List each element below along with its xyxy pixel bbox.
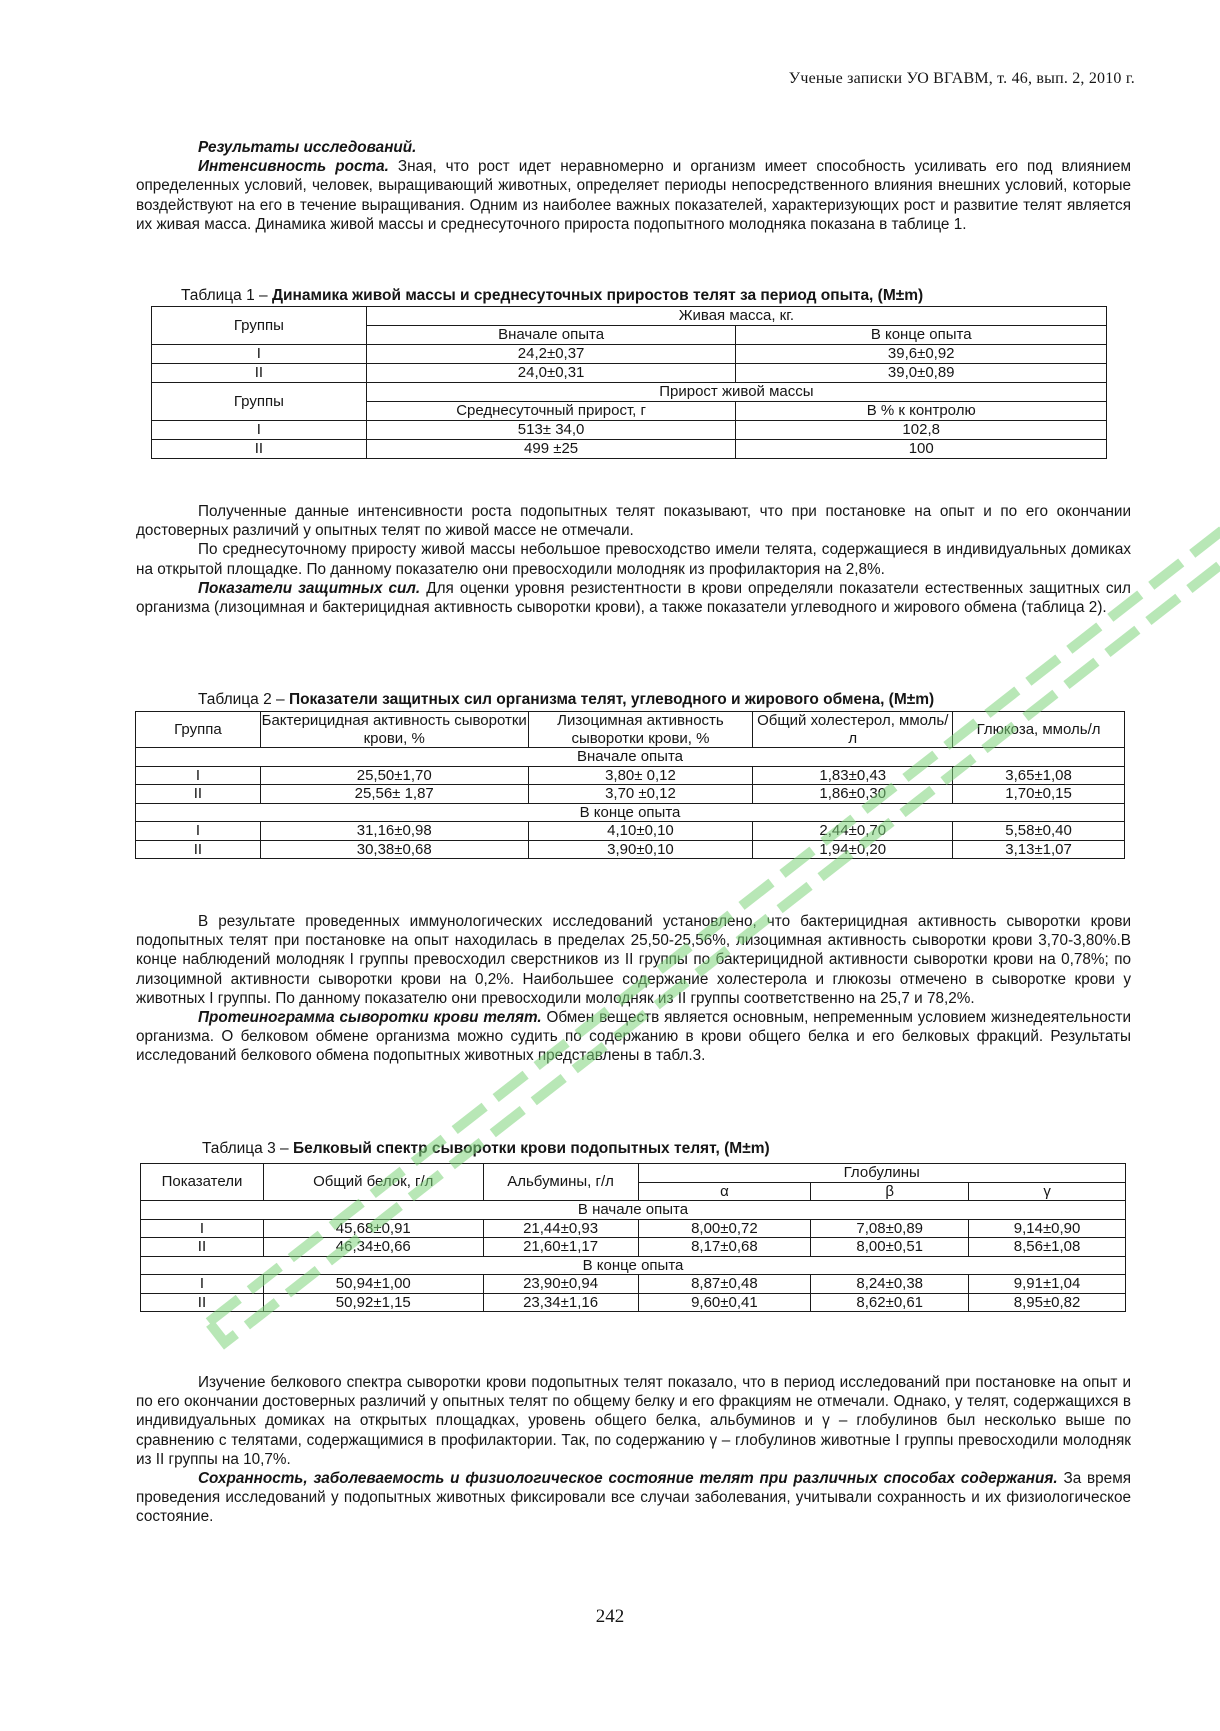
paragraph: По среднесуточному приросту живой массы небольшое превосходство имели телята, содержащиеся в индивидуальных домиках на открытой площадке. По данному показателю они превосходили молодняк из профилактория на 2,8%. bbox=[136, 541, 1131, 578]
table1-caption: Таблица 1 – Динамика живой массы и среднесуточных приростов телят за период опыта, (M±m) bbox=[181, 287, 924, 304]
growth-discussion bbox=[136, 502, 1131, 617]
table2-header-bactericidal: Бактерицидная активность сыворотки крови, % bbox=[261, 712, 527, 747]
immunology-discussion bbox=[136, 912, 1131, 1066]
results-section bbox=[136, 138, 1131, 234]
table2-header-group: Группа bbox=[136, 712, 261, 748]
table1-col-start: Вначале опыта bbox=[366, 326, 736, 345]
growth-text: Зная, что рост идет неравномерно и организм имеет способность усиливать его под влиянием определенных условий, человек, выращивающий животных, определяет периоды непосредственного влияния внешних условий, которые воздействуют на его в течение выращивания. Одним из наиболее важных показателей, характеризующих рост и развитие телят является их живая масса. Динамика живой массы и среднесуточного прироста подопытного молодняка показана в таблице 1. bbox=[136, 158, 1131, 233]
table3-header-total: Общий белок, г/л bbox=[263, 1164, 483, 1201]
table2-header-cholesterol: Общий холестерол, ммоль/л bbox=[753, 712, 953, 748]
table1-col-pct: В % к контролю bbox=[736, 402, 1107, 421]
table2-section-start: Вначале опыта bbox=[136, 748, 1125, 767]
table2 bbox=[135, 711, 1125, 859]
table-row: II 24,0±0,31 39,0±0,89 bbox=[152, 364, 1107, 383]
table-row: II 25,56± 1,87 3,70 ±0,12 1,86±0,30 1,70±0,15 bbox=[136, 785, 1125, 804]
paragraph: Показатели защитных сил. Для оценки уровня резистентности в крови определяли показатели естественных защитных сил организма (лизоцимная и бактерицидная активность сыворотки крови), а также показатели углеводного и жирового обмена (таблица 2). bbox=[136, 579, 1131, 617]
table2-header-lysozyme: Лизоцимная активность сыворотки крови, % bbox=[528, 712, 753, 748]
paragraph: Протеинограмма сыворотки крови телят. Обмен веществ является основным, непременным условием жизнедеятельности организма. О белковом обмене организма можно судить по содержанию в крови общего белка и его белковых фракций. Результаты исследований белкового обмена подопытных животных представлены в табл.3. bbox=[136, 1009, 1131, 1065]
table-row: II 46,34±0,66 21,60±1,17 8,17±0,68 8,00±0,51 8,56±1,08 bbox=[141, 1238, 1126, 1257]
table1-live-weight-header: Живая масса, кг. bbox=[366, 307, 1106, 326]
table-row: I 31,16±0,98 4,10±0,10 2,44±0,70 5,58±0,40 bbox=[136, 822, 1125, 841]
paragraph: Полученные данные интенсивности роста подопытных телят показывают, что при постановке на опыт и по его окончании достоверных различий у опытных телят по живой массе не отмечали. bbox=[136, 503, 1131, 540]
table-row: I 513± 34,0 102,8 bbox=[152, 421, 1107, 440]
table-row: II 499 ±25 100 bbox=[152, 440, 1107, 459]
growth-lead: Интенсивность роста. bbox=[198, 158, 389, 176]
table-row: I 50,94±1,00 23,90±0,94 8,87±0,48 8,24±0,38 9,91±1,04 bbox=[141, 1275, 1126, 1294]
table3-header-globulins: Глобулины bbox=[638, 1164, 1126, 1183]
table3-header-gamma: γ bbox=[969, 1182, 1126, 1201]
table3 bbox=[140, 1163, 1126, 1312]
table1-gain-header: Прирост живой массы bbox=[366, 383, 1106, 402]
table-row: II 30,38±0,68 3,90±0,10 1,94±0,20 3,13±1,07 bbox=[136, 840, 1125, 859]
table-row: II 50,92±1,15 23,34±1,16 9,60±0,41 8,62±0,61 8,95±0,82 bbox=[141, 1293, 1126, 1312]
paragraph: Изучение белкового спектра сыворотки крови подопытных телят показало, что в период исследований при постановке на опыт и по его окончании достоверных различий у опытных телят по общему белку и его фракциям не отмечали. Однако, у телят, содержащихся в индивидуальных домиках на открытых площадках, уровень общего белка, альбуминов и γ – глобулинов был несколько выше по сравнению с телятами, содержащимися в профилактории. Так, по содержанию γ – глобулинов животные I группы превосходили молодняк из II группы на 10,7%. bbox=[136, 1374, 1131, 1468]
table3-header-albumin: Альбумины, г/л bbox=[483, 1164, 638, 1201]
table1-col-daily: Среднесуточный прирост, г bbox=[366, 402, 736, 421]
table1-groups-header-2: Группы bbox=[152, 383, 367, 421]
journal-header: Ученые записки УО ВГАВМ, т. 46, вып. 2, 2010 г. bbox=[788, 70, 1135, 87]
table2-header-glucose: Глюкоза, ммоль/л bbox=[953, 712, 1125, 748]
table-row: I 24,2±0,37 39,6±0,92 bbox=[152, 345, 1107, 364]
table1-groups-header: Группы bbox=[152, 307, 367, 345]
table3-section-start: В начале опыта bbox=[141, 1201, 1126, 1220]
table3-caption: Таблица 3 – Белковый спектр сыворотки крови подопытных телят, (M±m) bbox=[202, 1140, 770, 1157]
growth-paragraph bbox=[136, 157, 1131, 234]
protein-discussion bbox=[136, 1373, 1131, 1527]
paragraph: В результате проведенных иммунологических исследований установлено, что бактерицидная активность сыворотки крови подопытных телят при постановке на опыт находилась в пределах 25,50-25,56%, лизоцимная активность сыворотки крови 3,70-3,80%.В конце наблюдений молодняк I группы превосходил сверстников из II группы по бактерицидной активности сыворотки крови на 0,78%; по лизоцимной активности сыворотки крови на 0,2%. Наибольшее содержание холестерола и глюкозы отмечено в сыворотке крови у животных I группы. По данному показателю они превосходили молодняк из II группы соответственно на 25,7 и 78,2%. bbox=[136, 913, 1131, 1007]
table3-section-end: В конце опыта bbox=[141, 1256, 1126, 1275]
section-title: Результаты исследований. bbox=[198, 139, 417, 156]
table3-header-alpha: α bbox=[638, 1182, 811, 1201]
table3-header-beta: β bbox=[811, 1182, 969, 1201]
page-number: 242 bbox=[595, 1606, 625, 1627]
paragraph: Сохранность, заболеваемость и физиологическое состояние телят при различных способах содержания. За время проведения исследований у подопытных животных фиксировали все случаи заболевания, учитывали сохранность и их физиологическое состояние. bbox=[136, 1470, 1131, 1526]
table1-col-end: В конце опыта bbox=[736, 326, 1107, 345]
table2-section-end: В конце опыта bbox=[136, 803, 1125, 822]
table3-header-indicators: Показатели bbox=[141, 1164, 264, 1201]
table1 bbox=[151, 306, 1107, 459]
table-row: I 45,68±0,91 21,44±0,93 8,00±0,72 7,08±0,89 9,14±0,90 bbox=[141, 1219, 1126, 1238]
table2-caption: Таблица 2 – Показатели защитных сил организма телят, углеводного и жирового обмена, (M±m) bbox=[198, 691, 935, 708]
table-row: I 25,50±1,70 3,80± 0,12 1,83±0,43 3,65±1,08 bbox=[136, 766, 1125, 785]
